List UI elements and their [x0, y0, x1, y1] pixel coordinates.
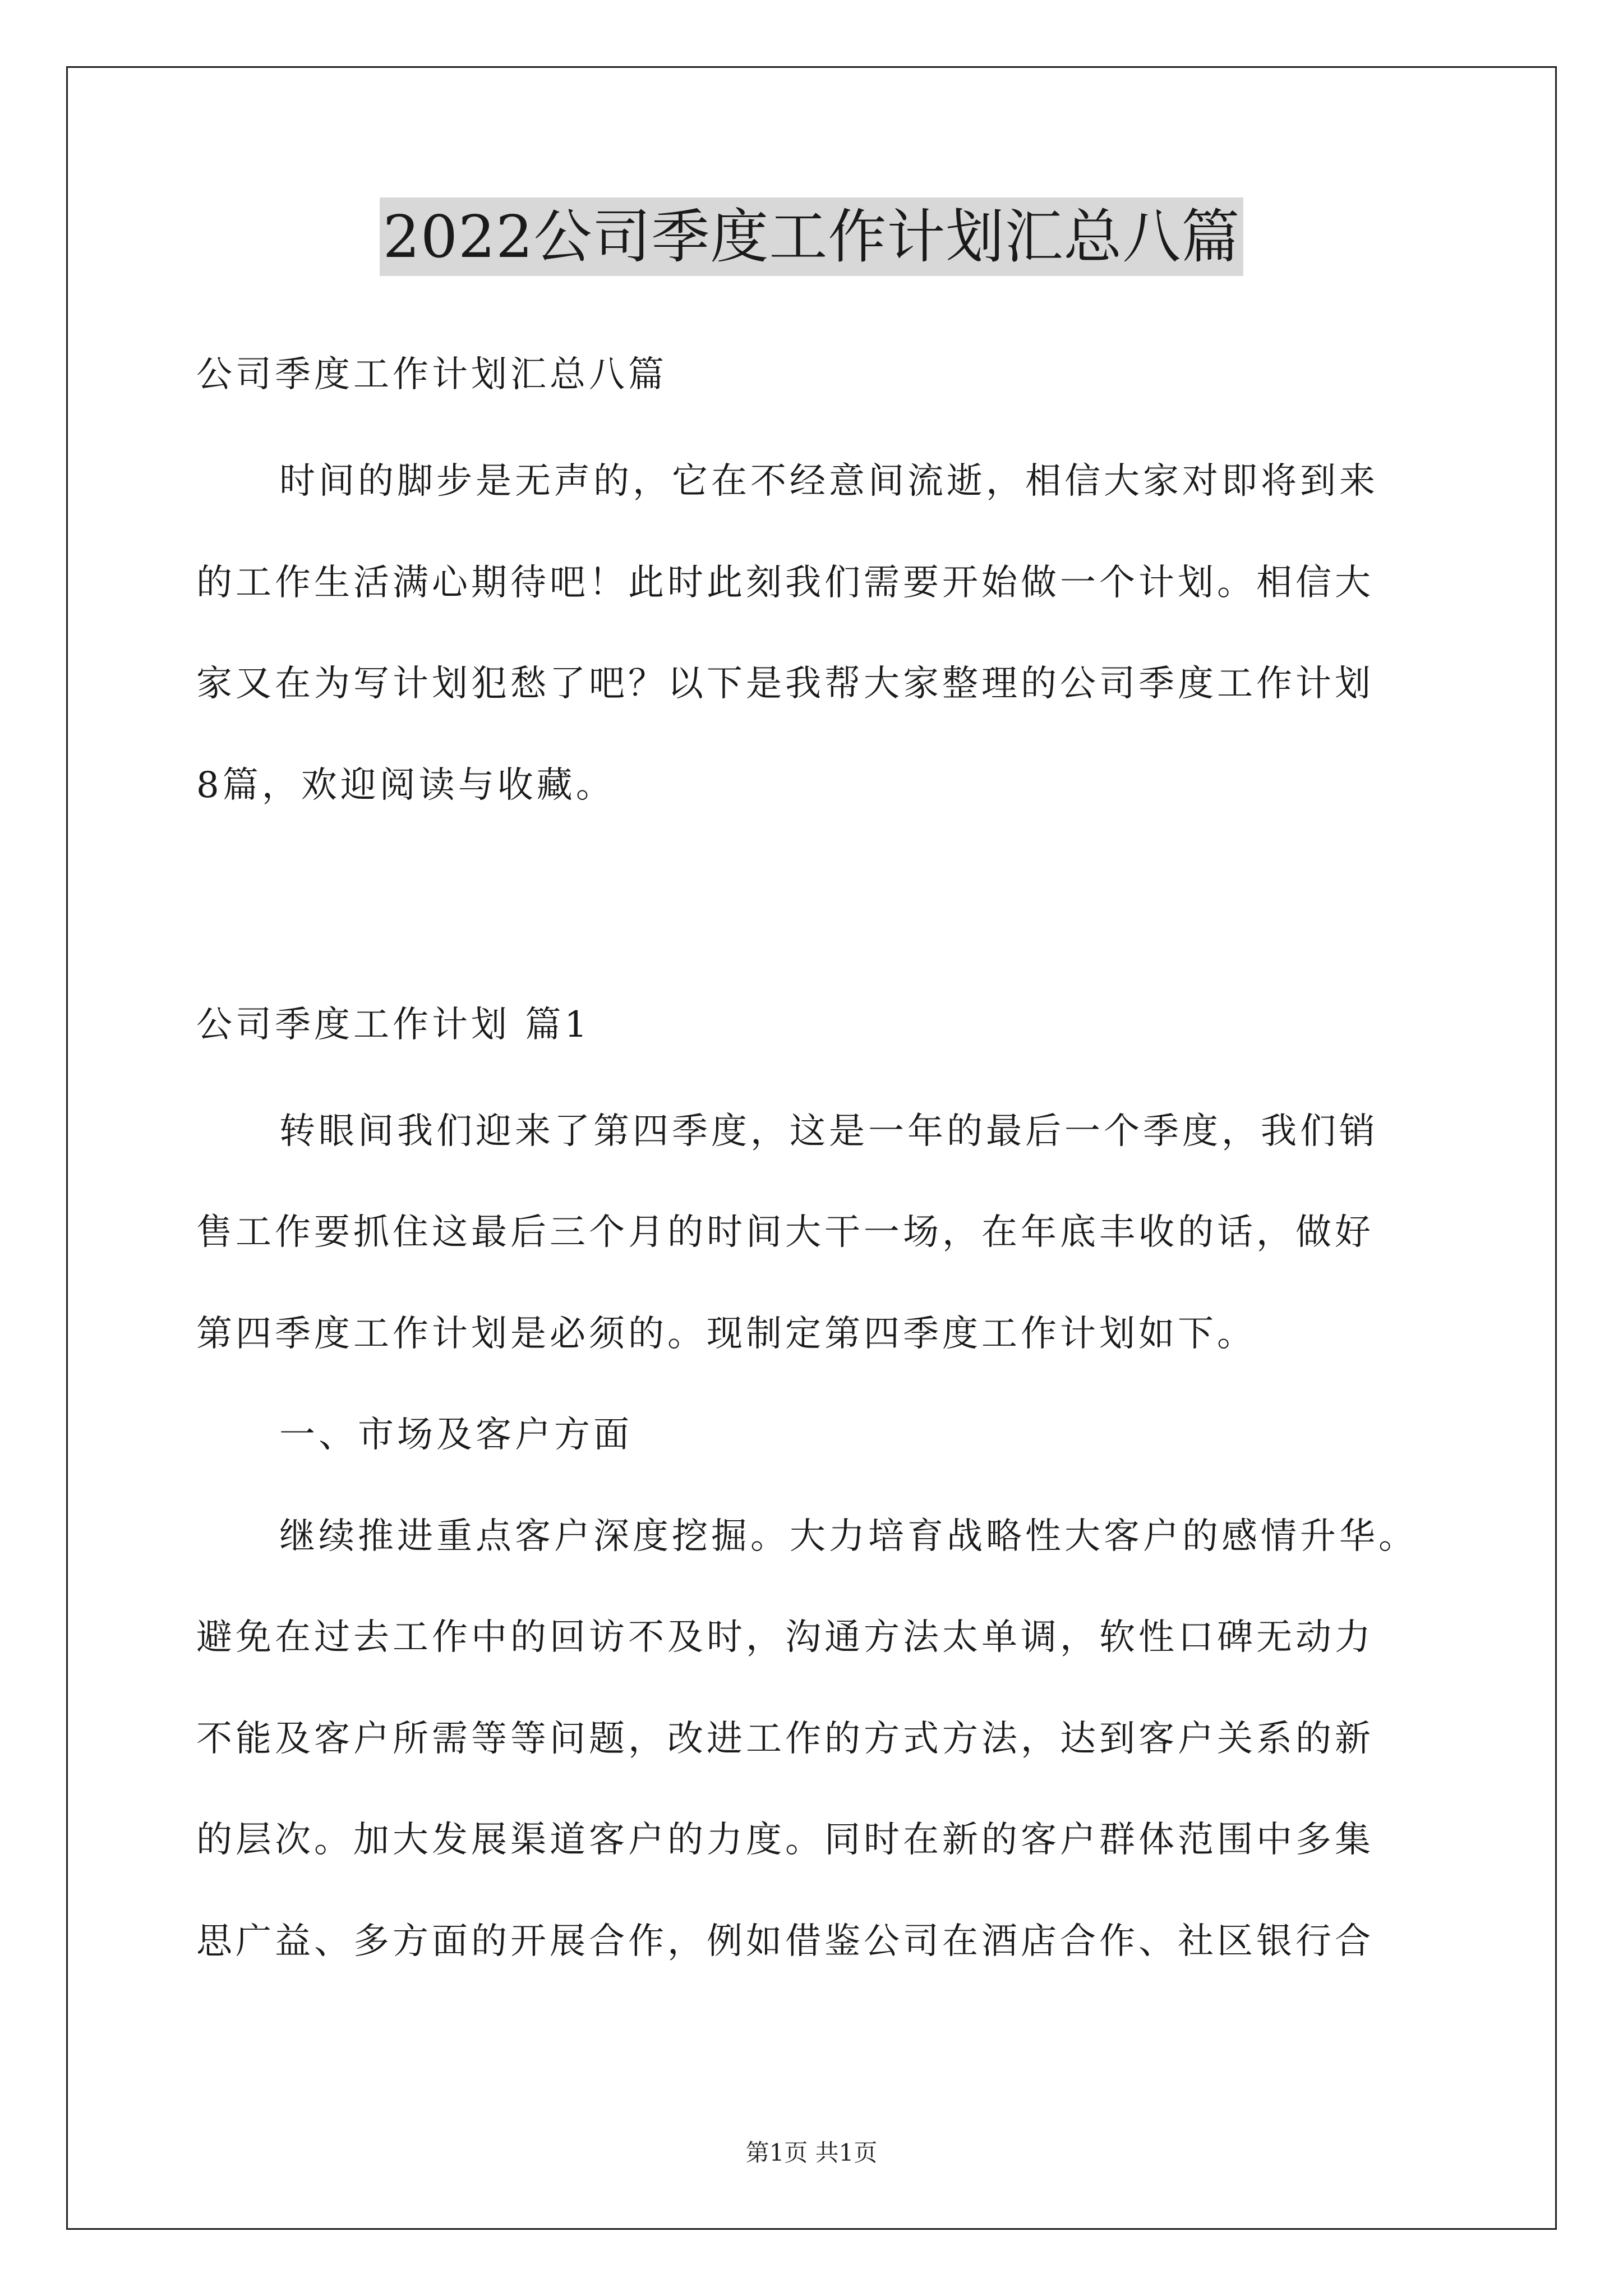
- page-footer: 第1页 共1页: [745, 2139, 878, 2166]
- title-container: [0, 197, 1623, 276]
- section-heading: 公司季度工作计划 篇1: [196, 1004, 591, 1046]
- paragraph-line: 售工作要抓住这最后三个月的时间大干一场，在年底丰收的话，做好: [196, 1212, 1374, 1253]
- paragraph-line: 思广益、多方面的开展合作，例如借鉴公司在酒店合作、社区银行合: [196, 1921, 1374, 1962]
- paragraph-line: 转眼间我们迎来了第四季度，这是一年的最后一个季度，我们销: [279, 1111, 1378, 1152]
- document-subtitle: 公司季度工作计划汇总八篇: [196, 354, 667, 395]
- paragraph-line: 避免在过去工作中的回访不及时，沟通方法太单调，软性口碑无动力: [196, 1617, 1374, 1658]
- subheading: 一、市场及客户方面: [279, 1414, 633, 1456]
- paragraph-line: 不能及客户所需等等问题，改进工作的方式方法，达到客户关系的新: [196, 1718, 1374, 1760]
- paragraph-line: 的层次。加大发展渠道客户的力度。同时在新的客户群体范围中多集: [196, 1819, 1374, 1861]
- paragraph-line: 第四季度工作计划是必须的。现制定第四季度工作计划如下。: [196, 1313, 1256, 1355]
- document-title: 2022公司季度工作计划汇总八篇: [380, 197, 1244, 276]
- intro-line: 的工作生活满心期待吧！此时此刻我们需要开始做一个计划。相信大: [196, 562, 1374, 604]
- paragraph-line: 继续推进重点客户深度挖掘。大力培育战略性大客户的感情升华。: [279, 1516, 1418, 1557]
- intro-line: 时间的脚步是无声的，它在不经意间流逝，相信大家对即将到来: [279, 461, 1378, 502]
- intro-line: 家又在为写计划犯愁了吧？以下是我帮大家整理的公司季度工作计划: [196, 663, 1374, 705]
- intro-line: 8篇，欢迎阅读与收藏。: [196, 765, 615, 806]
